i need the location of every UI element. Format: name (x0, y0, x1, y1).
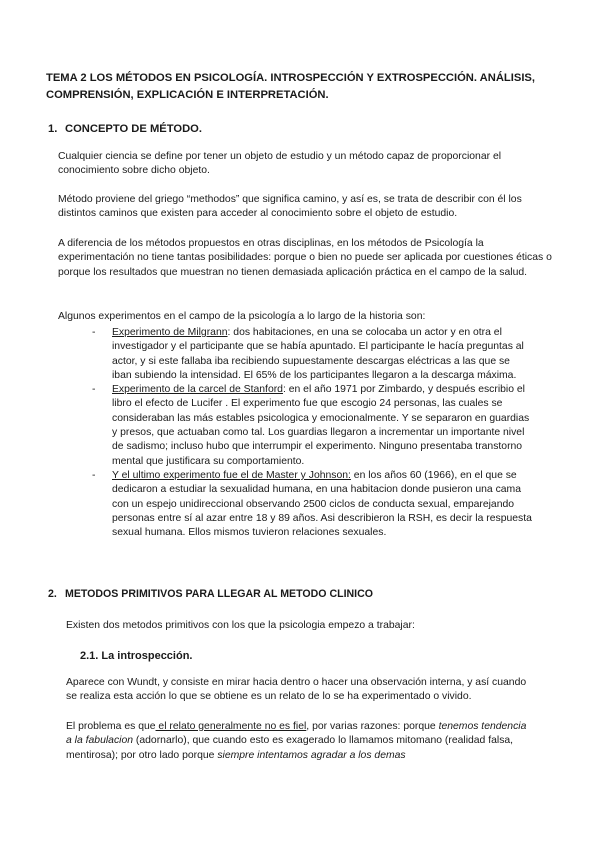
problem-text-e: (adornarlo), que cuando esto es exagerado lo llamamos mitomano (realidad falsa, mentirosa); por otro lado porque (66, 735, 514, 761)
experiment-name: Experimento de Milgrann (112, 327, 228, 338)
problem-text-italic-2: siempre intentamos agradar a los demas (217, 749, 406, 761)
problem-text-italic-1: tenemos tendencia a la fabulacion (66, 721, 527, 747)
paragraph-definition: Cualquier ciencia se define por tener un objeto de estudio y un método capaz de proporcionar el conocimiento sobre dicho objeto. (58, 151, 502, 177)
paragraph-etymology: Método proviene del griego “methodos” que significa camino, y así es, se trata de describir con él los distintos caminos que existen para acceder al conocimiento sobre el objeto de estudio. (58, 194, 522, 220)
list-item-masters-johnson (92, 469, 532, 540)
paragraph-problem (66, 720, 534, 763)
paragraph-primitive-methods: Existen dos metodos primitivos con los que la psicologia empezo a trabajar: (66, 620, 415, 631)
list-item-stanford (92, 383, 532, 469)
problem-text-underlined: el relato generalmente no es fiel (155, 721, 307, 732)
experiment-description: : en el año 1971 por Zimbardo, y después escribio el libro el efecto de Lucifer . El experimento fue que escogio 24 personas, las cuales se consideraban las más estables psicologica y emocionalmente. Y se separaron en guardias y presos, que actuaban como tal. Los guardias llegaron a incrementar un importante nivel de sadismo; incluso hubo que interrumpir el experimento. Ninguno presentaba transtorno mental que justificara su comportamiento. (112, 384, 530, 467)
experiment-description: : dos habitaciones, en una se colocaba un actor y en otra el investigador y el participante que se había apuntado. El participante le hacía preguntas al actor, y si este fallaba iba recibiendo supuestamente descargas eléctricas a las que se iban subiendo la intensidad. El 65% de los participantes llegaron a la descarga máxima. (112, 327, 524, 381)
section-2-heading (48, 587, 373, 601)
paragraph-differences: A diferencia de los métodos propuestos en otras disciplinas, en los métodos de Psicología la experimentación no tiene tantas posibilidades: porque o bien no puede ser aplicada por cuestiones éticas o porque los resultados que muestran no tienen demasiada aplicación práctica en el campo de la salud. (58, 238, 552, 278)
experiment-name: Y el ultimo experimento fue el de Master y Johnson: (112, 469, 351, 481)
paragraph-introspection: Aparece con Wundt, y consiste en mirar hacia dentro o hacer una observación interna, y así cuando se realiza esta acción lo que se obtiene es un relato de lo se ha experimentado o vivido. (66, 677, 527, 703)
bullet-dash: - (92, 469, 96, 481)
problem-text-a: El problema es que (66, 721, 156, 732)
experiment-name: Experimento de la carcel de Stanford (112, 384, 283, 396)
bullet-dash: - (92, 327, 96, 338)
subsection-2-1-heading: 2.1. La introspección. (80, 650, 193, 662)
section-2-title: METODOS PRIMITIVOS PARA LLEGAR AL METODO CLINICO (65, 588, 374, 600)
list-item-milgram (92, 326, 532, 383)
problem-text-c: , por varias razones: porque (306, 721, 439, 732)
section-1-number: 1. (48, 123, 58, 135)
section-2-number: 2. (48, 588, 57, 600)
experiments-list (92, 326, 532, 540)
bullet-dash: - (92, 384, 96, 396)
paragraph-experiments-intro: Algunos experimentos en el campo de la psicología a lo largo de la historia son: (58, 311, 426, 322)
section-1-title: CONCEPTO DE MÉTODO. (65, 123, 202, 135)
section-1-heading (48, 122, 202, 136)
experiment-description: en los años 60 (1966), en el que se dedicaron a estudiar la sexualidad humana, en una habitacion donde pusieron una cama con un espejo unidireccional observando 2500 ciclos de conducta sexual, emparejando personas entre sí al azar entre 18 y 89 años. Asi describieron la RSH, es decir la respuesta sexual humana. Ellos mismos tuvieron relaciones sexuales. (112, 469, 532, 539)
document-title: TEMA 2 LOS MÉTODOS EN PSICOLOGÍA. INTROSPECCIÓN Y EXTROSPECCIÓN. ANÁLISIS, COMPRENSIÓN, EXPLICACIÓN E INTERPRETACIÓN. (46, 72, 535, 101)
